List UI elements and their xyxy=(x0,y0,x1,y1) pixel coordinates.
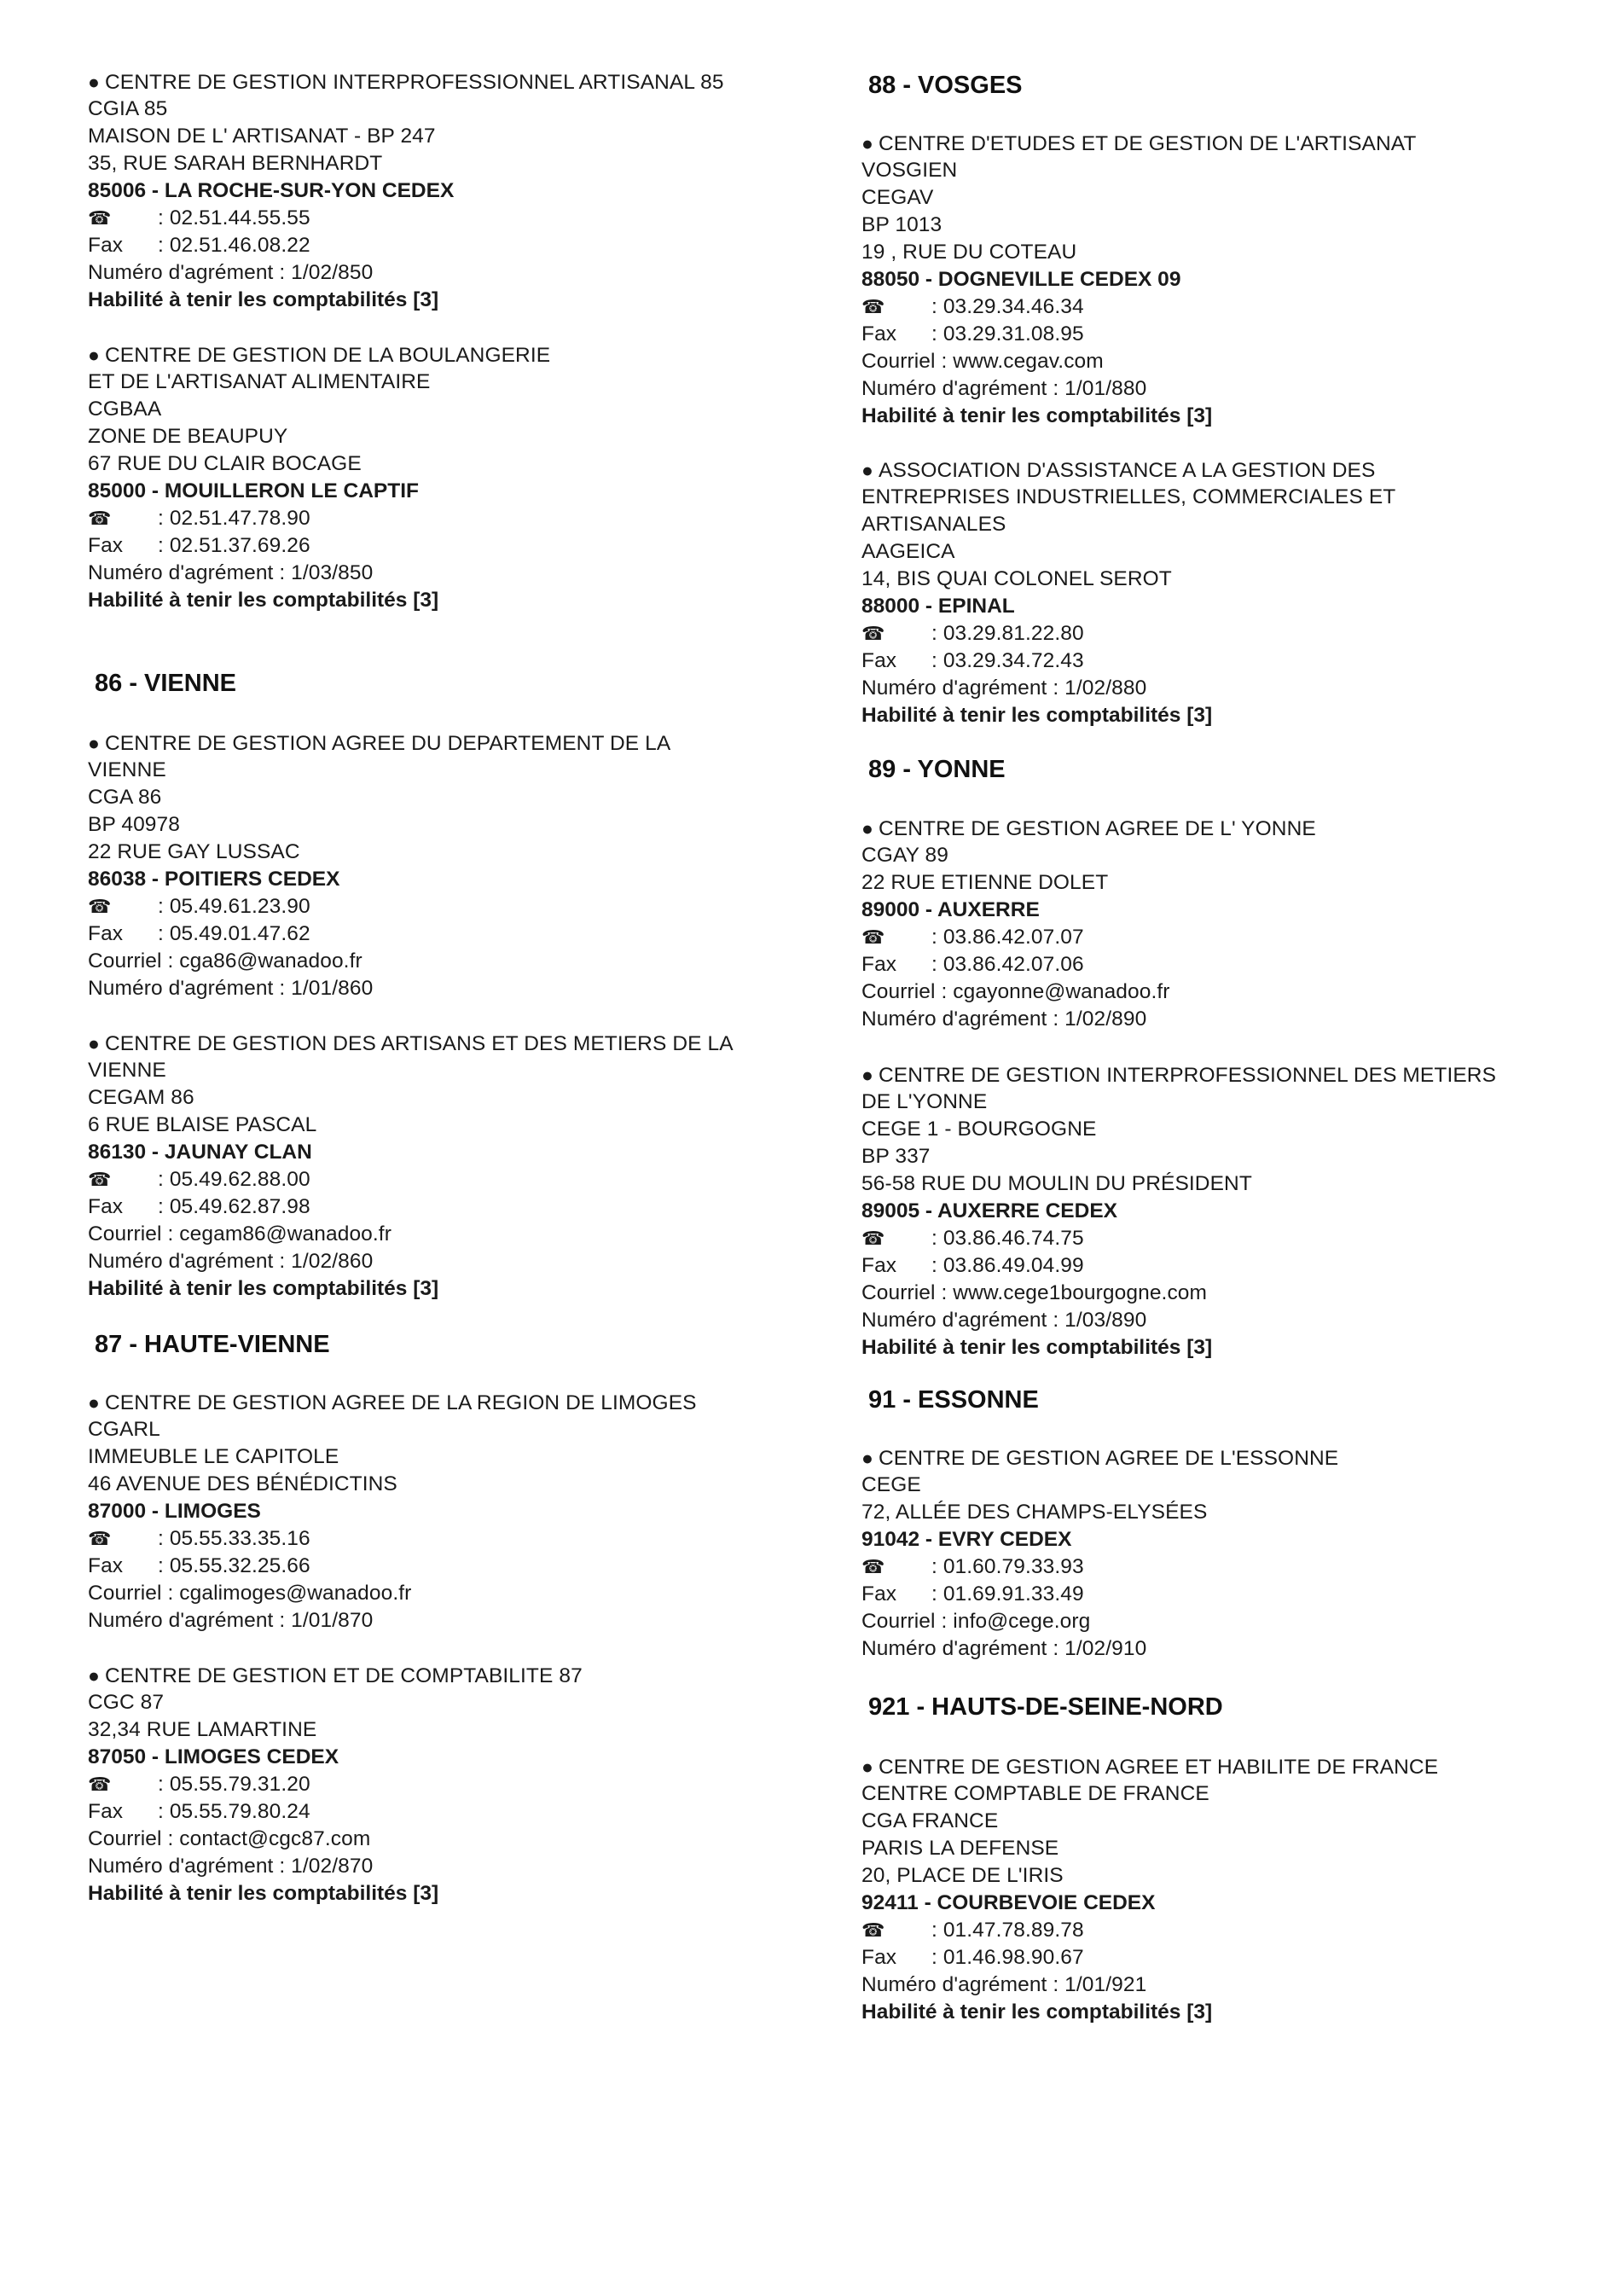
fax-label: Fax xyxy=(88,922,124,945)
phone-icon: ☎ xyxy=(88,1774,112,1795)
habilitation-note: Habilité à tenir les comptabilités [3] xyxy=(88,1277,439,1300)
fax-line xyxy=(861,321,1612,348)
entry-title xyxy=(861,1444,1612,1472)
phone-icon: ☎ xyxy=(861,926,885,948)
phone-icon: ☎ xyxy=(861,1919,885,1941)
postal-city: 88000 - EPINAL xyxy=(861,595,1015,618)
email-line: Courriel : info@cege.org xyxy=(861,1610,1091,1633)
address-line: AAGEICA xyxy=(861,540,955,563)
habilitation-note: Habilité à tenir les comptabilités [3] xyxy=(88,589,439,612)
phone-line xyxy=(88,893,838,920)
entry-title-text: CENTRE DE GESTION AGREE DU DEPARTEMENT DE LA xyxy=(105,732,671,755)
section-heading: 921 - HAUTS-DE-SEINE-NORD xyxy=(868,1693,1223,1721)
bullet-icon: ● xyxy=(861,459,873,481)
email-line: Courriel : cgalimoges@wanadoo.fr xyxy=(88,1582,412,1605)
postal-city: 85000 - MOUILLERON LE CAPTIF xyxy=(88,479,419,502)
email-line: Courriel : contact@cgc87.com xyxy=(88,1827,371,1850)
address-line: ET DE L'ARTISANAT ALIMENTAIRE xyxy=(88,370,431,393)
address-line: 6 RUE BLAISE PASCAL xyxy=(88,1113,317,1136)
entry-title-text: CENTRE DE GESTION AGREE ET HABILITE DE FRANCE xyxy=(879,1756,1439,1779)
fax-label: Fax xyxy=(861,322,897,345)
fax-value: : 05.49.62.87.98 xyxy=(158,1195,310,1218)
phone-value: : 03.86.42.07.07 xyxy=(931,926,1084,949)
entry-title-text: CENTRE DE GESTION DES ARTISANS ET DES METIERS DE LA xyxy=(105,1032,734,1055)
phone-value: : 02.51.47.78.90 xyxy=(158,507,310,530)
entry-title xyxy=(88,1389,838,1416)
phone-icon: ☎ xyxy=(88,1169,112,1190)
address-line: CGIA 85 xyxy=(88,97,168,120)
address-line: ZONE DE BEAUPUY xyxy=(88,425,288,448)
agrement-number: Numéro d'agrément : 1/02/850 xyxy=(88,261,374,284)
phone-value: : 05.49.61.23.90 xyxy=(158,895,310,918)
fax-value: : 01.69.91.33.49 xyxy=(931,1582,1084,1606)
phone-line xyxy=(861,1225,1612,1252)
entry-title-text: CENTRE DE GESTION INTERPROFESSIONNEL ARTISANAL 85 xyxy=(105,71,724,94)
directory-entry xyxy=(861,130,1612,430)
agrement-number: Numéro d'agrément : 1/02/860 xyxy=(88,1250,374,1273)
fax-line xyxy=(861,1581,1612,1608)
phone-line xyxy=(88,205,838,232)
address-line: BP 1013 xyxy=(861,213,942,236)
postal-city: 87000 - LIMOGES xyxy=(88,1500,261,1523)
email-line: Courriel : cga86@wanadoo.fr xyxy=(88,949,362,973)
phone-line xyxy=(861,293,1612,321)
entry-title-text: ASSOCIATION D'ASSISTANCE A LA GESTION DES xyxy=(879,459,1376,482)
address-line: BP 337 xyxy=(861,1145,931,1168)
fax-label: Fax xyxy=(88,1195,124,1218)
postal-city: 89005 - AUXERRE CEDEX xyxy=(861,1199,1118,1222)
address-line: CGA 86 xyxy=(88,786,162,809)
phone-icon: ☎ xyxy=(861,1228,885,1249)
address-line: 35, RUE SARAH BERNHARDT xyxy=(88,152,383,175)
fax-line xyxy=(861,647,1612,675)
address-line: CEGE 1 - BOURGOGNE xyxy=(861,1118,1097,1141)
fax-value: : 05.49.01.47.62 xyxy=(158,922,310,945)
fax-label: Fax xyxy=(861,1582,897,1606)
fax-line xyxy=(88,920,838,948)
postal-city: 91042 - EVRY CEDEX xyxy=(861,1528,1072,1551)
entry-title xyxy=(861,1753,1612,1780)
entry-title xyxy=(88,1662,838,1689)
agrement-number: Numéro d'agrément : 1/03/890 xyxy=(861,1309,1147,1332)
section-heading: 86 - VIENNE xyxy=(95,670,236,697)
phone-icon: ☎ xyxy=(88,1528,112,1549)
fax-line xyxy=(88,532,838,560)
address-line: CENTRE COMPTABLE DE FRANCE xyxy=(861,1782,1209,1805)
directory-entry xyxy=(88,68,838,314)
habilitation-note: Habilité à tenir les comptabilités [3] xyxy=(861,404,1213,427)
entry-title xyxy=(88,1030,838,1057)
phone-icon: ☎ xyxy=(88,207,112,229)
fax-label: Fax xyxy=(861,953,897,976)
agrement-number: Numéro d'agrément : 1/01/921 xyxy=(861,1973,1147,1996)
agrement-number: Numéro d'agrément : 1/03/850 xyxy=(88,561,374,584)
phone-value: : 05.55.79.31.20 xyxy=(158,1773,310,1796)
entry-title-text: CENTRE DE GESTION AGREE DE LA REGION DE LIMOGES xyxy=(105,1391,697,1414)
address-line: 22 RUE ETIENNE DOLET xyxy=(861,871,1109,894)
phone-value: : 01.60.79.33.93 xyxy=(931,1555,1084,1578)
fax-value: : 02.51.37.69.26 xyxy=(158,534,310,557)
directory-entry xyxy=(88,1662,838,1907)
fax-line xyxy=(88,232,838,259)
address-line: 67 RUE DU CLAIR BOCAGE xyxy=(88,452,362,475)
entry-title-text: CENTRE DE GESTION DE LA BOULANGERIE xyxy=(105,344,551,367)
entry-title-text: CENTRE DE GESTION AGREE DE L'ESSONNE xyxy=(879,1447,1339,1470)
fax-line xyxy=(861,951,1612,978)
email-line: Courriel : www.cege1bourgogne.com xyxy=(861,1281,1208,1304)
agrement-number: Numéro d'agrément : 1/02/890 xyxy=(861,1007,1147,1031)
fax-line xyxy=(88,1553,838,1580)
entry-title-text: CENTRE DE GESTION INTERPROFESSIONNEL DES METIERS xyxy=(879,1064,1497,1087)
entry-title-text: CENTRE D'ETUDES ET DE GESTION DE L'ARTISANAT xyxy=(879,132,1417,155)
habilitation-note: Habilité à tenir les comptabilités [3] xyxy=(861,704,1213,727)
email-line: Courriel : www.cegav.com xyxy=(861,350,1104,373)
agrement-number: Numéro d'agrément : 1/02/870 xyxy=(88,1855,374,1878)
address-line: VIENNE xyxy=(88,758,166,781)
phone-line xyxy=(88,1771,838,1798)
address-line: ARTISANALES xyxy=(861,513,1006,536)
address-line: CEGAM 86 xyxy=(88,1086,194,1109)
entry-title xyxy=(861,130,1612,157)
phone-icon: ☎ xyxy=(861,623,885,644)
address-line: CGA FRANCE xyxy=(861,1809,999,1832)
address-line: CGBAA xyxy=(88,398,162,421)
directory-entry xyxy=(861,1753,1612,2026)
phone-line xyxy=(861,1553,1612,1581)
bullet-icon: ● xyxy=(88,71,100,93)
directory-entry xyxy=(861,1061,1612,1362)
bullet-icon: ● xyxy=(861,132,873,154)
bullet-icon: ● xyxy=(88,344,100,366)
entry-title xyxy=(861,1061,1612,1089)
bullet-icon: ● xyxy=(861,1756,873,1778)
fax-label: Fax xyxy=(88,1800,124,1823)
phone-icon: ☎ xyxy=(861,296,885,317)
fax-value: : 05.55.32.25.66 xyxy=(158,1554,310,1577)
address-line: CGARL xyxy=(88,1418,160,1441)
entry-title-text: CENTRE DE GESTION AGREE DE L' YONNE xyxy=(879,817,1316,840)
bullet-icon: ● xyxy=(88,732,100,754)
address-line: 14, BIS QUAI COLONEL SEROT xyxy=(861,567,1172,590)
address-line: VOSGIEN xyxy=(861,159,958,182)
habilitation-note: Habilité à tenir les comptabilités [3] xyxy=(88,1882,439,1905)
entry-title xyxy=(88,68,838,96)
bullet-icon: ● xyxy=(861,1064,873,1086)
bullet-icon: ● xyxy=(88,1032,100,1054)
fax-value: : 03.86.49.04.99 xyxy=(931,1254,1084,1277)
phone-value: : 01.47.78.89.78 xyxy=(931,1919,1084,1942)
fax-label: Fax xyxy=(861,1254,897,1277)
postal-city: 87050 - LIMOGES CEDEX xyxy=(88,1745,339,1768)
fax-value: : 01.46.98.90.67 xyxy=(931,1946,1084,1969)
fax-value: : 03.29.34.72.43 xyxy=(931,649,1084,672)
section-heading: 89 - YONNE xyxy=(868,756,1006,783)
habilitation-note: Habilité à tenir les comptabilités [3] xyxy=(861,2000,1213,2024)
address-line: CGC 87 xyxy=(88,1691,165,1714)
address-line: 22 RUE GAY LUSSAC xyxy=(88,840,300,863)
postal-city: 86130 - JAUNAY CLAN xyxy=(88,1141,312,1164)
phone-line xyxy=(88,505,838,532)
fax-label: Fax xyxy=(88,1554,124,1577)
address-line: VIENNE xyxy=(88,1059,166,1082)
section-heading: 87 - HAUTE-VIENNE xyxy=(95,1331,330,1358)
postal-city: 85006 - LA ROCHE-SUR-YON CEDEX xyxy=(88,179,455,202)
address-line: 56-58 RUE DU MOULIN DU PRÉSIDENT xyxy=(861,1172,1252,1195)
phone-line xyxy=(861,924,1612,951)
address-line: IMMEUBLE LE CAPITOLE xyxy=(88,1445,339,1468)
entry-title xyxy=(861,456,1612,484)
fax-value: : 02.51.46.08.22 xyxy=(158,234,310,257)
phone-value: : 03.29.81.22.80 xyxy=(931,622,1084,645)
address-line: CEGAV xyxy=(861,186,934,209)
fax-line xyxy=(861,1252,1612,1280)
bullet-icon: ● xyxy=(861,817,873,839)
agrement-number: Numéro d'agrément : 1/02/910 xyxy=(861,1637,1147,1660)
bullet-icon: ● xyxy=(861,1447,873,1469)
phone-line xyxy=(88,1525,838,1553)
fax-label: Fax xyxy=(88,234,124,257)
fax-line xyxy=(88,1193,838,1221)
address-line: 46 AVENUE DES BÉNÉDICTINS xyxy=(88,1472,397,1495)
address-line: CGAY 89 xyxy=(861,844,948,867)
fax-line xyxy=(861,1944,1612,1971)
address-line: CEGE xyxy=(861,1473,921,1496)
directory-entry xyxy=(861,815,1612,1033)
phone-value: : 05.55.33.35.16 xyxy=(158,1527,310,1550)
habilitation-note: Habilité à tenir les comptabilités [3] xyxy=(861,1336,1213,1359)
fax-label: Fax xyxy=(861,1946,897,1969)
agrement-number: Numéro d'agrément : 1/01/880 xyxy=(861,377,1147,400)
address-line: PARIS LA DEFENSE xyxy=(861,1837,1059,1860)
phone-icon: ☎ xyxy=(861,1556,885,1577)
phone-line xyxy=(861,620,1612,647)
address-line: MAISON DE L' ARTISANAT - BP 247 xyxy=(88,125,436,148)
phone-value: : 03.29.34.46.34 xyxy=(931,295,1084,318)
postal-city: 86038 - POITIERS CEDEX xyxy=(88,868,340,891)
address-line: 19 , RUE DU COTEAU xyxy=(861,241,1077,264)
entry-title-text: CENTRE DE GESTION ET DE COMPTABILITE 87 xyxy=(105,1664,583,1687)
entry-title xyxy=(861,815,1612,842)
phone-icon: ☎ xyxy=(88,508,112,529)
bullet-icon: ● xyxy=(88,1664,100,1687)
section-heading: 88 - VOSGES xyxy=(868,72,1023,99)
entry-title xyxy=(88,341,838,369)
email-line: Courriel : cgayonne@wanadoo.fr xyxy=(861,980,1170,1003)
fax-label: Fax xyxy=(861,649,897,672)
address-line: ENTREPRISES INDUSTRIELLES, COMMERCIALES ET xyxy=(861,485,1396,508)
fax-value: : 05.55.79.80.24 xyxy=(158,1800,310,1823)
bullet-icon: ● xyxy=(88,1391,100,1414)
phone-value: : 05.49.62.88.00 xyxy=(158,1168,310,1191)
directory-entry xyxy=(861,1444,1612,1663)
email-line: Courriel : cegam86@wanadoo.fr xyxy=(88,1222,392,1246)
address-line: 72, ALLÉE DES CHAMPS-ELYSÉES xyxy=(861,1501,1208,1524)
agrement-number: Numéro d'agrément : 1/02/880 xyxy=(861,676,1147,700)
fax-value: : 03.86.42.07.06 xyxy=(931,953,1084,976)
agrement-number: Numéro d'agrément : 1/01/870 xyxy=(88,1609,374,1632)
address-line: DE L'YONNE xyxy=(861,1090,988,1113)
directory-entry xyxy=(88,729,838,1002)
phone-line xyxy=(861,1917,1612,1944)
section-heading: 91 - ESSONNE xyxy=(868,1386,1039,1414)
phone-icon: ☎ xyxy=(88,896,112,917)
directory-entry xyxy=(88,1030,838,1303)
directory-entry xyxy=(861,456,1612,729)
agrement-number: Numéro d'agrément : 1/01/860 xyxy=(88,977,374,1000)
fax-line xyxy=(88,1798,838,1826)
directory-entry xyxy=(88,341,838,614)
address-line: 32,34 RUE LAMARTINE xyxy=(88,1718,317,1741)
fax-value: : 03.29.31.08.95 xyxy=(931,322,1084,345)
phone-value: : 03.86.46.74.75 xyxy=(931,1227,1084,1250)
habilitation-note: Habilité à tenir les comptabilités [3] xyxy=(88,288,439,311)
address-line: 20, PLACE DE L'IRIS xyxy=(861,1864,1064,1887)
postal-city: 92411 - COURBEVOIE CEDEX xyxy=(861,1891,1156,1914)
fax-label: Fax xyxy=(88,534,124,557)
phone-line xyxy=(88,1166,838,1193)
address-line: BP 40978 xyxy=(88,813,180,836)
phone-value: : 02.51.44.55.55 xyxy=(158,206,310,229)
entry-title xyxy=(88,729,838,757)
postal-city: 89000 - AUXERRE xyxy=(861,898,1040,921)
directory-entry xyxy=(88,1389,838,1635)
postal-city: 88050 - DOGNEVILLE CEDEX 09 xyxy=(861,268,1181,291)
